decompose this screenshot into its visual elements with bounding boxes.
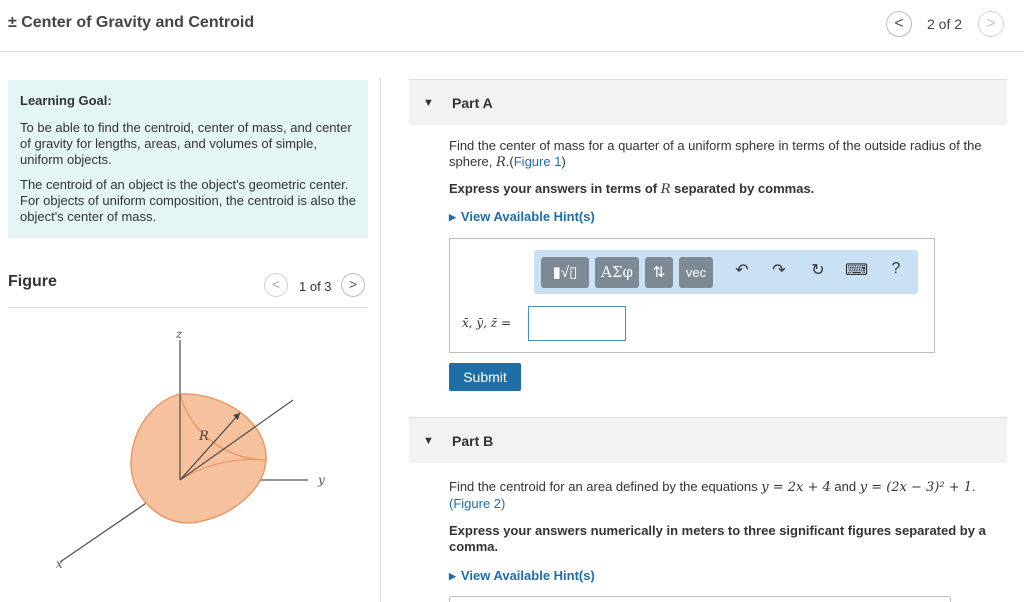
vec-button[interactable]: vec (679, 257, 713, 288)
quarter-sphere-figure (8, 310, 368, 600)
part-a-question-text: Find the center of mass for a quarter of a uniform sphere in terms of the outside radius of the sphere, (449, 138, 982, 169)
figure-next-button[interactable]: > (341, 273, 365, 297)
undo-icon[interactable]: ↶ (735, 262, 749, 279)
learning-goal-title: Learning Goal: (20, 93, 112, 108)
greek-symbols-button[interactable]: ΑΣφ (595, 257, 639, 288)
expand-triangle-icon: ▶ (449, 571, 456, 581)
figure-previous-button[interactable]: < (264, 273, 288, 297)
templates-button[interactable]: ▮√▯ (541, 257, 589, 288)
submit-button[interactable]: Submit (449, 363, 521, 391)
part-a-question (449, 138, 999, 171)
part-b-hint-label: View Available Hint(s) (460, 568, 595, 583)
collapse-triangle-icon[interactable]: ▼ (423, 435, 434, 447)
figure-heading: Figure (8, 273, 57, 290)
learning-goal-box (8, 80, 368, 238)
part-b-question-post: . (972, 479, 976, 494)
previous-item-button[interactable]: < (886, 11, 912, 37)
part-a-question-var: R (495, 155, 506, 170)
part-a-title: Part A (452, 95, 493, 111)
figure-2-link[interactable]: (Figure 2) (449, 496, 506, 511)
radius-label: R (199, 429, 209, 444)
part-b-and: and (830, 479, 860, 494)
figure-count: 1 of 3 (299, 279, 332, 294)
part-b-hint-link[interactable] (449, 568, 595, 583)
help-icon[interactable]: ? (891, 260, 901, 277)
answer-label: x̄, ȳ, z̄ = (462, 316, 511, 330)
part-b-equation-2: y = (2x − 3)² + 1 (859, 480, 973, 495)
header-bar (0, 0, 1024, 52)
figure-divider (8, 307, 368, 308)
part-a-header[interactable] (409, 79, 1007, 125)
part-a-hint-label: View Available Hint(s) (460, 209, 595, 224)
collapse-triangle-icon[interactable]: ▼ (423, 97, 434, 109)
redo-icon[interactable]: ↷ (772, 262, 786, 279)
expand-triangle-icon: ▶ (449, 212, 456, 222)
axis-label-y: y (318, 473, 325, 487)
learning-goal-paragraph-1: To be able to find the centroid, center of mass, and center of gravity for lengths, areas, and volumes of simple, uniform objects. (20, 120, 352, 167)
math-toolbar (534, 250, 918, 294)
answer-input[interactable] (528, 306, 626, 341)
part-b-instruction: Express your answers numerically in meters to three significant figures separated by a comma. (449, 523, 986, 554)
part-b-title: Part B (452, 433, 494, 449)
part-a-question-post: .( (505, 154, 514, 169)
part-a-instruction-post: separated by commas. (670, 181, 815, 196)
part-b-header[interactable] (409, 417, 1007, 463)
axis-label-x: x (56, 557, 63, 571)
part-a-hint-link[interactable] (449, 209, 595, 224)
part-b-question-text: Find the centroid for an area defined by the equations (449, 479, 762, 494)
next-item-button[interactable]: > (978, 11, 1004, 37)
column-divider (380, 78, 381, 602)
answer-entry-box (449, 238, 935, 353)
part-a-question-close: ) (561, 154, 566, 169)
axis-label-z: z (176, 327, 183, 341)
page-title: ± Center of Gravity and Centroid (8, 14, 255, 31)
part-b-equation-1: y = 2x + 4 (761, 480, 831, 495)
item-page-count: 2 of 2 (927, 16, 963, 32)
part-a-instruction-var: R (660, 182, 671, 197)
learning-goal-paragraph-2: The centroid of an object is the object's geometric center. For objects of uniform composition, the centroid is also the object's center of mass. (20, 177, 356, 224)
part-a-instruction-pre: Express your answers in terms of (449, 181, 661, 196)
figure-1-link[interactable]: Figure 1 (513, 154, 562, 169)
part-a-instruction (449, 181, 1004, 198)
part-b-answer-box (449, 596, 951, 602)
keyboard-icon[interactable]: ⌨ (845, 262, 869, 279)
reset-icon[interactable]: ↻ (811, 262, 825, 279)
part-b-question (449, 479, 999, 512)
arrows-button[interactable]: ⇅ (645, 257, 673, 288)
